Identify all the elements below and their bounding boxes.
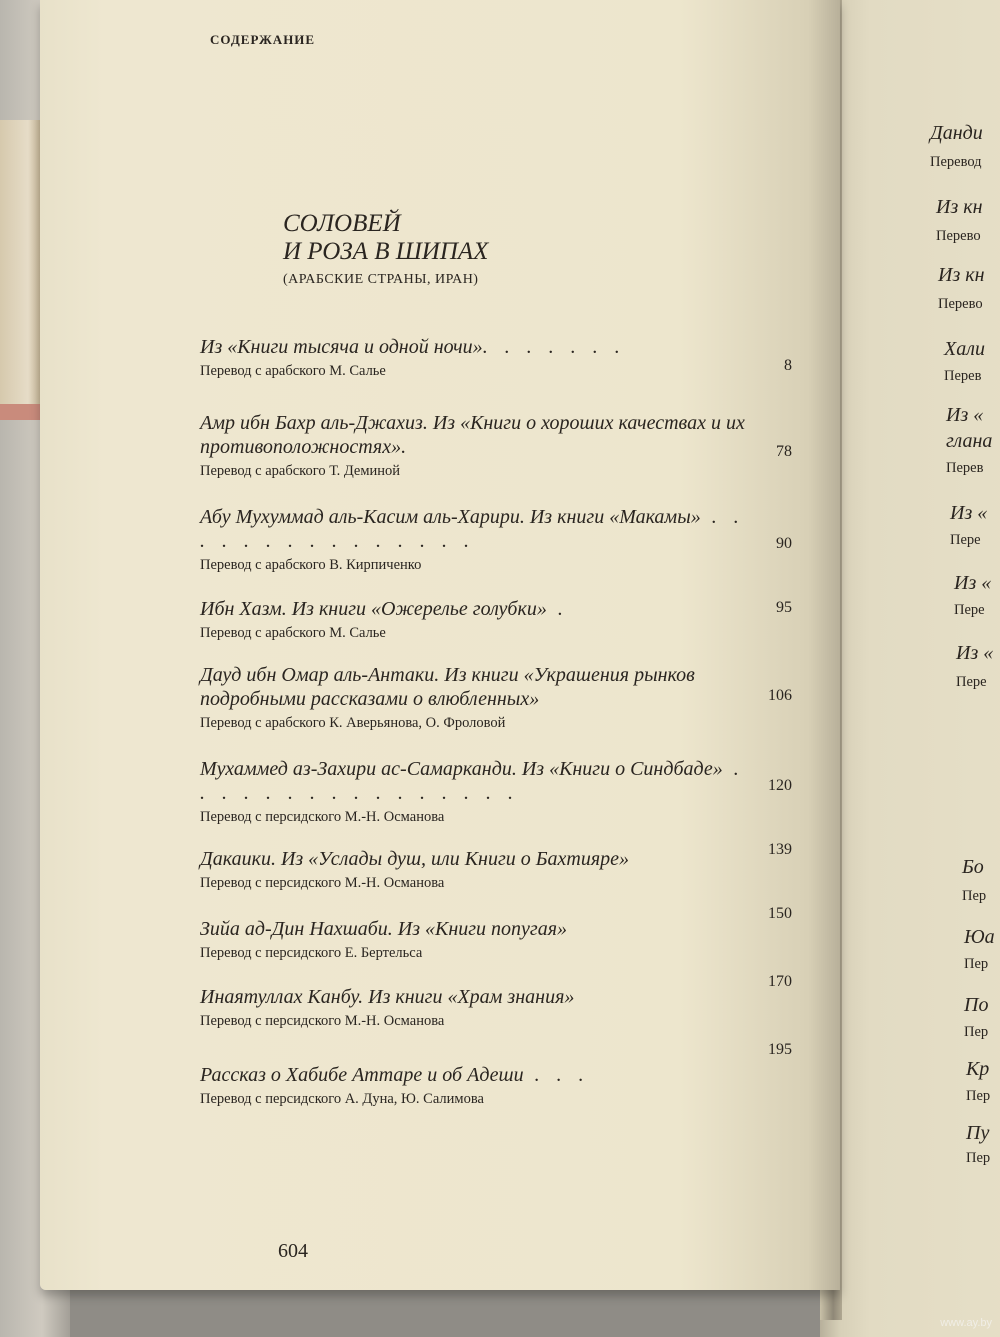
toc-entry-title: Ибн Хазм. Из книги «Ожерелье голубки» . [200, 598, 569, 620]
right-page-fragment: Пере [954, 602, 985, 618]
right-page-fragment: Бо [962, 856, 984, 878]
toc-entry-page: 8 [784, 357, 792, 374]
right-page-fragment: Из « [954, 572, 992, 594]
right-page-fragment: Пер [964, 1024, 989, 1040]
right-page-fragment: Из « [956, 642, 994, 664]
toc-entry [200, 841, 792, 893]
section-subtitle: (АРАБСКИЕ СТРАНЫ, ИРАН) [283, 272, 479, 287]
section-title-line-1: СОЛОВЕЙ [283, 210, 401, 237]
toc-entry-translator: Перевод с арабского К. Аверьянова, О. Фроловой [200, 715, 506, 731]
page-number: 604 [278, 1240, 308, 1262]
toc-entry-translator: Перевод с арабского М. Салье [200, 625, 386, 641]
toc-entry-translator: Перевод с персидского Е. Бертельса [200, 945, 423, 961]
toc-entry-title: Дауд ибн Омар аль-Антаки. Из книги «Украшения рынков подробными рассказами о влюбленных» [200, 664, 695, 710]
toc-entry-title: Дакаики. Из «Услады душ, или Книги о Бахтияре» [200, 848, 630, 870]
toc-entry-title: Рассказ о Хабибе Аттаре и об Адеши . . . [200, 1064, 590, 1086]
toc-entry-title: Абу Мухуммад аль-Касим аль-Харири. Из книги «Макамы» . . . . . . . . . . . . . . . [200, 506, 745, 552]
running-head: СОДЕРЖАНИЕ [210, 32, 316, 47]
right-page-fragment: Перев [946, 460, 984, 476]
right-page-fragment: Хали [944, 338, 985, 360]
adjacent-book-edge [0, 120, 42, 420]
section-title-line-2: И РОЗА В ШИПАХ [283, 238, 489, 265]
toc-entry-page: 78 [776, 443, 792, 460]
toc-entry-page: 106 [768, 687, 792, 704]
toc-entry [200, 411, 792, 481]
toc-entry [200, 1041, 792, 1109]
toc-entry-title: Зийа ад-Дин Нахшаби. Из «Книги попугая» [200, 918, 568, 940]
watermark: www.ay.by [940, 1317, 992, 1329]
right-page-fragment: Пер [964, 956, 989, 972]
right-page-fragment: Из « [950, 502, 988, 524]
toc-entry-page: 139 [768, 841, 792, 858]
right-page-fragment: Пер [966, 1088, 991, 1104]
toc-entry-title: Из «Книги тысяча и одной ночи». . . . . . . [200, 336, 626, 358]
right-page-fragment: Из кн [936, 196, 983, 218]
right-page-fragment: Пер [962, 888, 987, 904]
toc-entry [200, 905, 792, 963]
toc-entry-translator: Перевод с арабского М. Салье [200, 363, 386, 379]
right-page-fragment: Перев [944, 368, 982, 384]
toc-entry-translator: Перевод с арабского Т. Деминой [200, 463, 401, 479]
right-page-fragment: Кр [966, 1058, 990, 1080]
toc-entry-translator: Перевод с персидского М.-Н. Османова [200, 1013, 445, 1029]
toc-entry-page: 90 [776, 535, 792, 552]
toc-entry-title: Амр ибн Бахр аль-Джахиз. Из «Книги о хороших качествах и их противоположностях». [200, 412, 745, 458]
right-page-fragment: Пере [956, 674, 987, 690]
toc-entry [200, 973, 792, 1031]
toc-entry-page: 170 [768, 973, 792, 990]
toc-entry-title: Инаятуллах Канбу. Из книги «Храм знания» [200, 986, 575, 1008]
toc-entry-title: Мухаммед аз-Захири ас-Самарканди. Из «Книги о Синдбаде» . . . . . . . . . . . . . . . . [200, 758, 745, 804]
right-page-fragment: По [964, 994, 989, 1016]
right-page-fragment: Перево [936, 228, 981, 244]
right-page-fragment: Пу [966, 1122, 990, 1144]
toc-entry-translator: Перевод с персидского М.-Н. Османова [200, 875, 445, 891]
toc-entry-page: 150 [768, 905, 792, 922]
toc-entry-translator: Перевод с персидского А. Дуна, Ю. Салимова [200, 1091, 484, 1107]
right-page-fragment: глана [946, 430, 993, 452]
right-page-fragment: Из « [946, 404, 984, 426]
toc-entry [200, 335, 792, 381]
toc-entry-translator: Перевод с арабского В. Кирпиченко [200, 557, 422, 573]
right-page-fragment: Перево [938, 296, 983, 312]
toc-entry-page: 120 [768, 777, 792, 794]
right-page-fragment: Юа [964, 926, 995, 948]
toc-entry [200, 663, 792, 733]
book-edge-stripe [0, 404, 40, 420]
right-page-fragment: Пер [966, 1150, 991, 1166]
toc-entry [200, 757, 792, 827]
toc-entry [200, 597, 792, 643]
section-title [283, 210, 488, 266]
toc-entry-page: 95 [776, 599, 792, 616]
right-page-fragment: Данди [930, 122, 983, 144]
right-page-fragment: Перевод [930, 154, 982, 170]
toc-entry [200, 505, 792, 575]
toc-entry-page: 195 [768, 1041, 792, 1058]
right-page-fragment: Из кн [938, 264, 985, 286]
toc-entry-translator: Перевод с персидского М.-Н. Османова [200, 809, 445, 825]
right-page-fragment: Пере [950, 532, 981, 548]
